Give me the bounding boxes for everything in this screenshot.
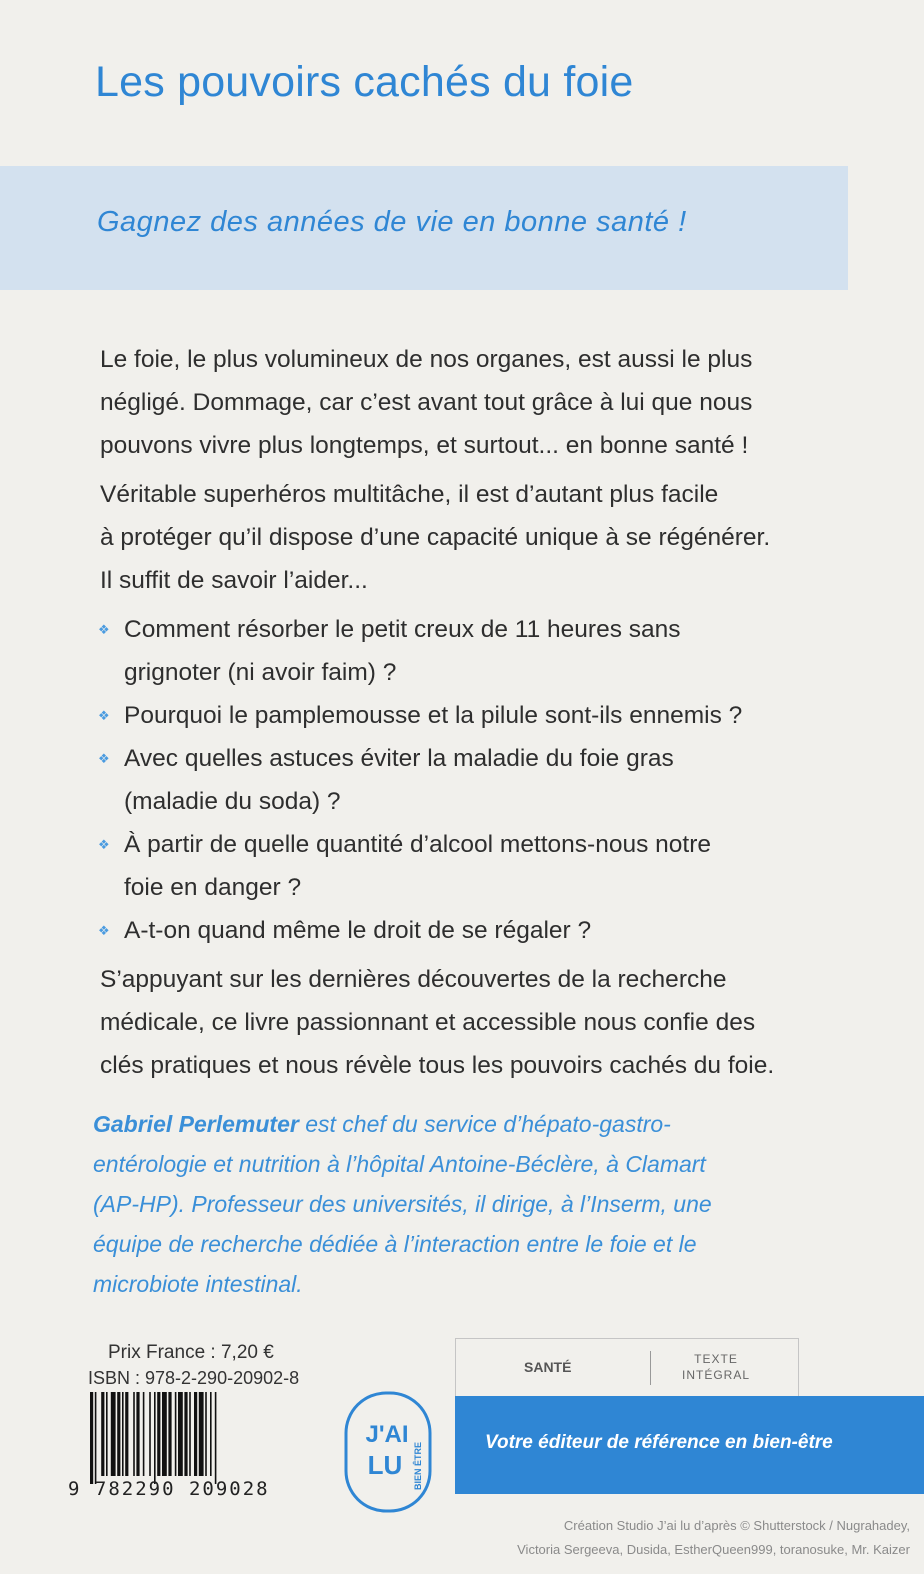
barcode-bar — [154, 1392, 156, 1484]
text-line: TEXTE — [694, 1352, 738, 1366]
diamond-bullet-icon: ❖ — [98, 923, 110, 938]
text-line: Véritable superhéros multitâche, il est d’autant plus facile — [100, 481, 719, 508]
text-line: S’appuyant sur les dernières découvertes de la recherche — [100, 966, 727, 993]
text-line: pouvons vivre plus longtemps, et surtout... en bonne santé ! — [100, 432, 749, 459]
barcode-number: 9 782290 209028 — [68, 1478, 270, 1500]
list-item — [100, 694, 860, 737]
text-line: A-t-on quand même le droit de se régaler ? — [124, 917, 592, 944]
book-title: Les pouvoirs cachés du foie — [95, 58, 634, 106]
author-bio — [93, 1104, 863, 1304]
list-item — [100, 737, 860, 823]
barcode — [88, 1392, 286, 1484]
barcode-bar — [95, 1392, 97, 1484]
text-line: Pourquoi le pamplemousse et la pilule sont-ils ennemis ? — [124, 702, 743, 729]
barcode-bar — [143, 1392, 145, 1476]
text-line: médicale, ce livre passionnant et accessible nous confie des — [100, 1009, 756, 1036]
text-line: Avec quelles astuces éviter la maladie du foie gras — [124, 745, 674, 772]
divider — [650, 1351, 651, 1385]
logo-top-text: J'AI — [365, 1421, 409, 1448]
diamond-bullet-icon: ❖ — [98, 751, 110, 766]
text-line: foie en danger ? — [124, 874, 302, 901]
text-line: À partir de quelle quantité d’alcool mettons-nous notre — [124, 831, 711, 858]
intro-paragraph-1 — [100, 338, 860, 467]
text-line: équipe de recherche dédiée à l’interaction entre le foie et le — [93, 1231, 697, 1257]
barcode-bar — [178, 1392, 183, 1476]
barcode-bar — [168, 1392, 171, 1476]
intro-paragraph-2 — [100, 473, 860, 602]
barcode-bar — [162, 1392, 167, 1476]
barcode-bar — [210, 1392, 212, 1476]
text-line: entérologie et nutrition à l’hôpital Antoine-Béclère, à Clamart — [93, 1151, 706, 1177]
list-item — [100, 909, 860, 952]
barcode-bar — [90, 1392, 93, 1484]
isbn-label: ISBN : 978-2-290-20902-8 — [88, 1368, 300, 1388]
barcode-bar — [175, 1392, 177, 1476]
closing-paragraph — [100, 958, 860, 1087]
logo-bottom-text: LU — [367, 1450, 403, 1480]
barcode-bar — [199, 1392, 204, 1476]
barcode-bar — [157, 1392, 160, 1476]
blurb — [100, 338, 860, 1087]
text-line: (maladie du soda) ? — [124, 788, 341, 815]
diamond-bullet-icon: ❖ — [98, 837, 110, 852]
publisher-bar — [455, 1396, 924, 1494]
list-item — [100, 823, 860, 909]
text-line: Comment résorber le petit creux de 11 heures sans — [124, 616, 681, 643]
text-line: Le foie, le plus volumineux de nos organes, est aussi le plus — [100, 346, 753, 373]
barcode-bar — [205, 1392, 207, 1476]
diamond-bullet-icon: ❖ — [98, 708, 110, 723]
price-label: Prix France : 7,20 € — [108, 1342, 274, 1363]
barcode-bar — [136, 1392, 139, 1476]
text-line: INTÉGRAL — [682, 1368, 751, 1382]
text-line: Création Studio J’ai lu d’après © Shutterstock / Nugrahadey, — [563, 1518, 910, 1533]
author-name: Gabriel Perlemuter — [93, 1111, 299, 1137]
barcode-bar — [133, 1392, 135, 1476]
image-credits — [460, 1514, 910, 1562]
barcode-bar — [194, 1392, 197, 1476]
publisher-slogan: Votre éditeur de référence en bien-être — [485, 1432, 833, 1453]
barcode-bar — [111, 1392, 116, 1476]
tagline: Gagnez des années de vie en bonne santé ! — [97, 206, 687, 238]
barcode-bar — [184, 1392, 187, 1476]
tagline-band — [0, 166, 848, 290]
category-box — [455, 1338, 799, 1397]
barcode-bar — [215, 1392, 217, 1484]
barcode-bar — [125, 1392, 128, 1476]
text-line: négligé. Dommage, car c’est avant tout grâce à lui que nous — [100, 389, 753, 416]
text-line: Il suffit de savoir l’aider... — [100, 567, 368, 594]
text-line: Victoria Sergeeva, Dusida, EstherQueen999, toranosuke, Mr. Kaizer — [517, 1542, 910, 1557]
category-label: SANTÉ — [524, 1359, 572, 1375]
text-line: à protéger qu’il dispose d’une capacité unique à se régénérer. — [100, 524, 771, 551]
barcode-bar — [189, 1392, 191, 1476]
text-line: grignoter (ni avoir faim) ? — [124, 659, 397, 686]
barcode-bar — [106, 1392, 108, 1476]
texte-integral-label — [682, 1351, 750, 1383]
text-line: (AP-HP). Professeur des universités, il dirige, à l’Inserm, une — [93, 1191, 712, 1217]
diamond-bullet-icon: ❖ — [98, 622, 110, 637]
barcode-bar — [149, 1392, 151, 1476]
barcode-bar — [117, 1392, 120, 1476]
logo-side-text: BIEN ÊTRE — [413, 1441, 423, 1490]
barcode-bar — [101, 1392, 104, 1476]
barcode-bar — [122, 1392, 124, 1476]
text-line: microbiote intestinal. — [93, 1271, 303, 1297]
question-list — [100, 608, 860, 952]
jai-lu-logo — [343, 1390, 437, 1514]
list-item — [100, 608, 860, 694]
text-line: clés pratiques et nous révèle tous les pouvoirs cachés du foie. — [100, 1052, 775, 1079]
text-line: est chef du service d’hépato-gastro- — [305, 1111, 671, 1137]
